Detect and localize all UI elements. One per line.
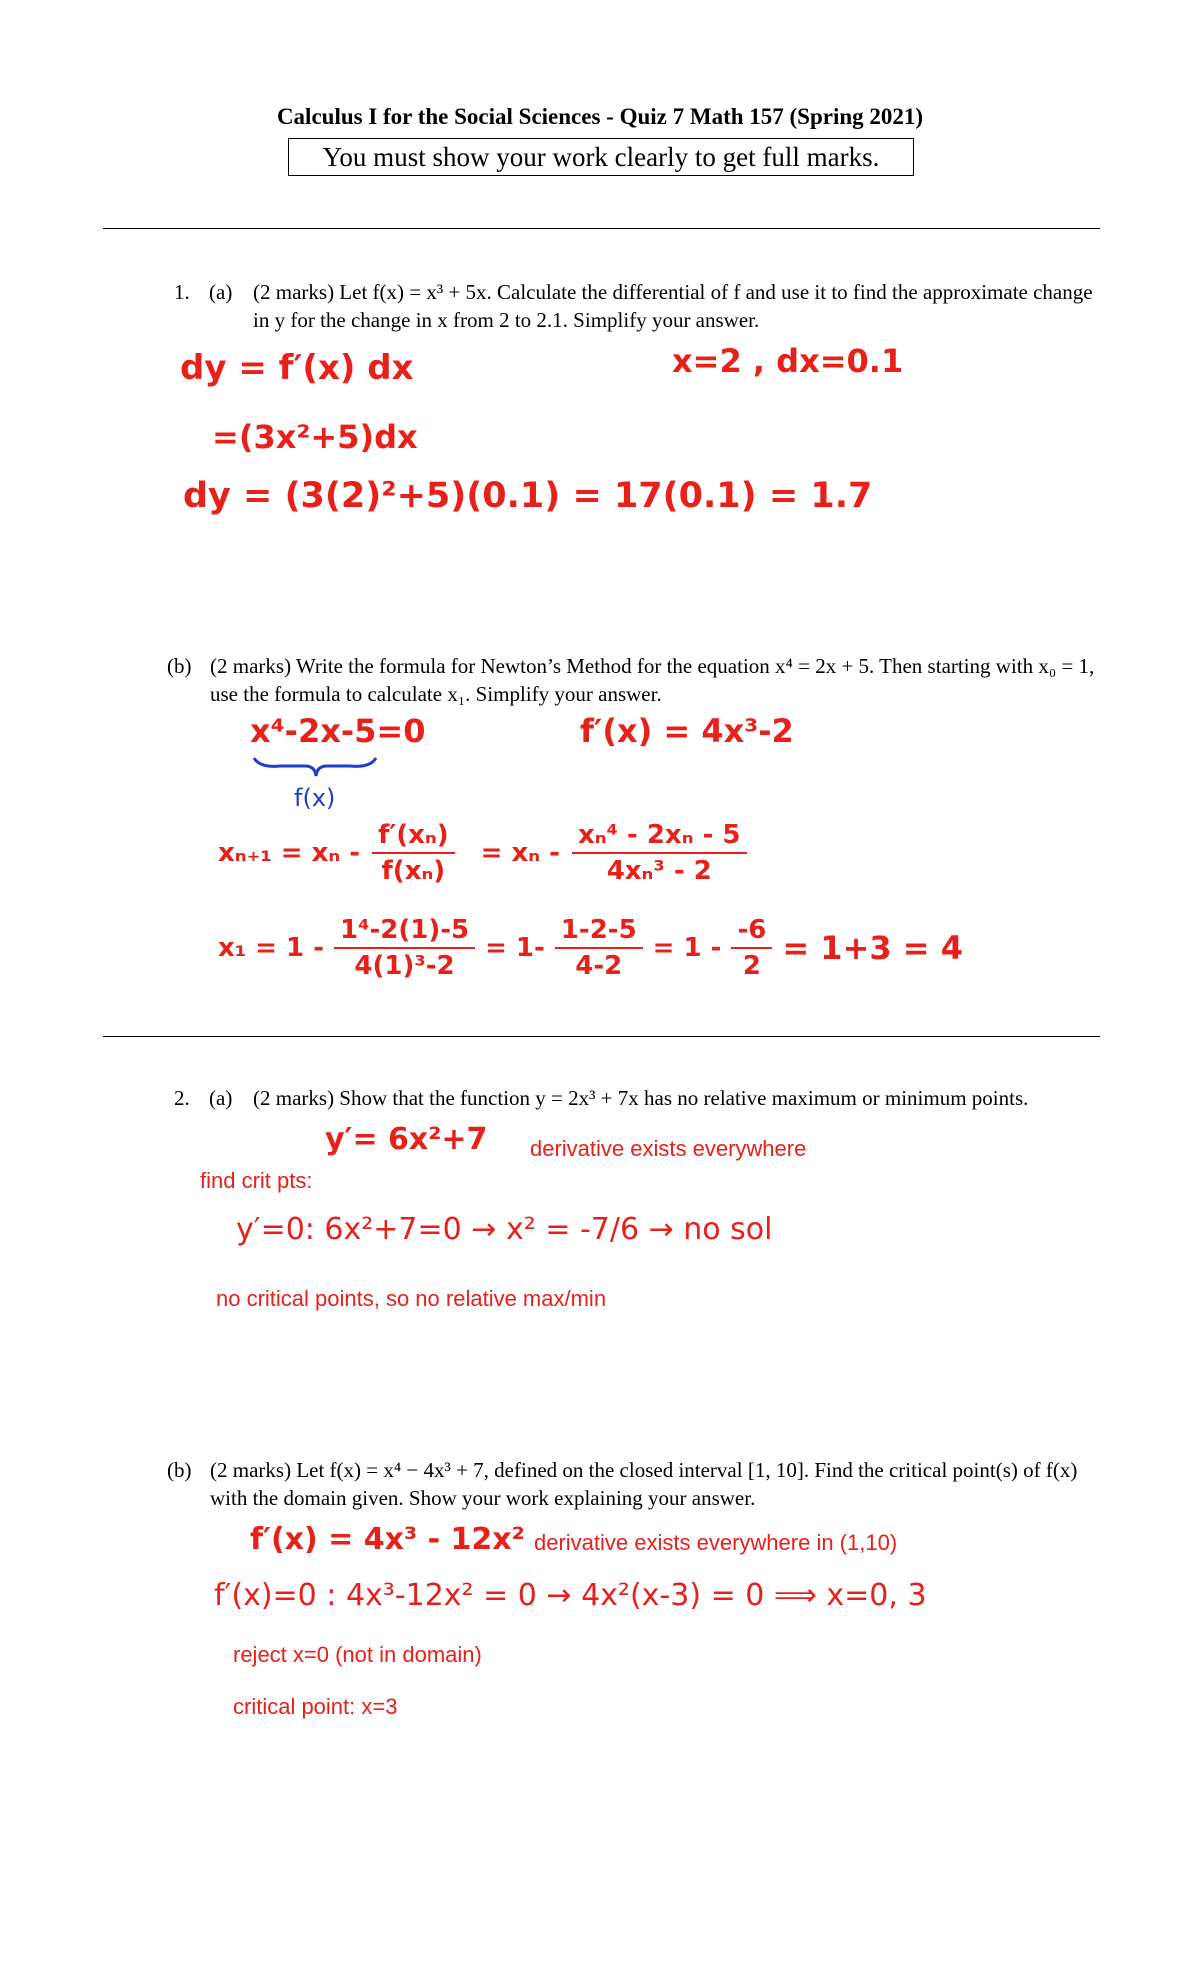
work-f-prime-2b: f′(x) = 4x³ - 12x² — [250, 1522, 525, 1557]
note-critical-point: critical point: x=3 — [233, 1694, 398, 1719]
work-f-prime: f′(x) = 4x³-2 — [580, 712, 794, 750]
divider — [103, 228, 1100, 229]
numerator: xₙ⁴ - 2xₙ - 5 — [572, 820, 747, 854]
question-number: 1. — [174, 280, 190, 304]
note-find-critical: find crit pts: — [200, 1168, 313, 1193]
underbrace-icon — [250, 752, 380, 782]
calc-mid: = 1- — [485, 933, 545, 963]
note-derivative-exists-interval: derivative exists everywhere in (1,10) — [534, 1530, 898, 1555]
q2b-prompt — [167, 1456, 1100, 1512]
numerator: f′(xₙ) — [372, 820, 455, 854]
part-label: (a) — [209, 1086, 233, 1110]
q2a-prompt — [174, 1084, 1100, 1112]
work-given-values: x=2 , dx=0.1 — [672, 342, 904, 380]
work-dy-result: dy = (3(2)²+5)(0.1) = 17(0.1) = 1.7 — [183, 476, 873, 516]
instructions-box: You must show your work clearly to get full marks. — [288, 138, 914, 176]
note-derivative-exists: derivative exists everywhere — [530, 1136, 807, 1161]
part-label: (b) — [167, 654, 192, 678]
fraction — [334, 915, 475, 981]
divider — [103, 1036, 1100, 1037]
question-number: 2. — [174, 1086, 190, 1110]
fraction — [372, 820, 455, 886]
work-derivative-dx: =(3x²+5)dx — [212, 418, 418, 456]
work-newton-formula — [218, 820, 747, 886]
quiz-title: Calculus I for the Social Sciences - Quiz 7 Math 157 (Spring 2021) — [276, 104, 924, 129]
fraction — [572, 820, 747, 886]
numerator: -6 — [731, 915, 772, 949]
q1a-prompt — [174, 278, 1100, 334]
calc-mid2: = 1 - — [652, 933, 722, 963]
calc-result: = 1+3 = 4 — [782, 929, 963, 967]
question-text: (2 marks) Let f(x) = x³ + 5x. Calculate the differential of f and use it to find the approximate change in y for the change in x from 2 to 2.1. Simplify your answer. — [253, 280, 1093, 332]
part-label: (b) — [167, 1458, 192, 1482]
denominator: 4(1)³-2 — [354, 951, 455, 981]
fraction — [731, 915, 772, 981]
work-y-prime: y′= 6x²+7 — [325, 1122, 488, 1157]
work-solve-critical: f′(x)=0 : 4x³-12x² = 0 → 4x²(x-3) = 0 ⟹ x=0, 3 — [214, 1578, 927, 1613]
denominator: 4-2 — [575, 951, 623, 981]
newton-mid: = xₙ - — [480, 838, 560, 868]
q1b-prompt — [167, 652, 1100, 708]
fx-annotation: f(x) — [294, 784, 336, 812]
work-equation-zero: x⁴-2x-5=0 — [250, 712, 426, 750]
newton-lhs: xₙ₊₁ = xₙ - — [218, 838, 361, 868]
question-text: (2 marks) Write the formula for Newton’s Method for the equation x⁴ = 2x + 5. Then starting with x₀ = 1, use the formula to calculate x₁. Simplify your answer. — [210, 654, 1095, 706]
calc-lhs: x₁ = 1 - — [218, 933, 324, 963]
work-newton-calc — [218, 915, 963, 981]
note-reject: reject x=0 (not in domain) — [233, 1642, 482, 1667]
work-solve-zero: y′=0: 6x²+7=0 → x² = -7/6 → no sol — [236, 1212, 773, 1247]
question-text: (2 marks) Show that the function y = 2x³ + 7x has no relative maximum or minimum points. — [253, 1086, 1029, 1110]
denominator: 2 — [742, 951, 761, 981]
question-text: (2 marks) Let f(x) = x⁴ − 4x³ + 7, defined on the closed interval [1, 10]. Find the critical point(s) of f(x) with the domain given. Show your work explaining your answer. — [210, 1458, 1078, 1510]
numerator: 1-2-5 — [555, 915, 643, 949]
denominator: f(xₙ) — [381, 856, 446, 886]
work-differential: dy = f′(x) dx — [180, 348, 414, 388]
note-conclusion: no critical points, so no relative max/min — [216, 1286, 607, 1311]
fraction — [555, 915, 643, 981]
numerator: 1⁴-2(1)-5 — [334, 915, 475, 949]
denominator: 4xₙ³ - 2 — [606, 856, 712, 886]
part-label: (a) — [209, 280, 233, 304]
